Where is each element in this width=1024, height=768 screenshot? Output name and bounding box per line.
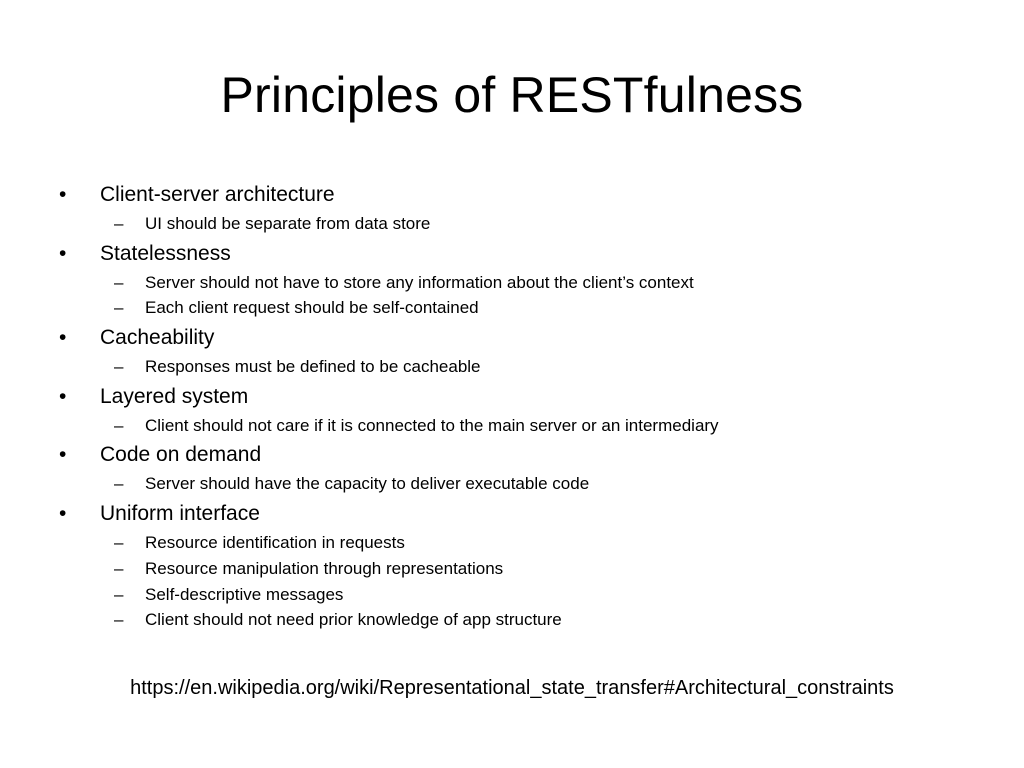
sub-bullet-marker: – [114, 474, 124, 494]
sub-bullet-item [56, 295, 986, 321]
bullet-text: Statelessness [100, 241, 231, 265]
sub-bullet-text: Each client request should be self-contained [145, 298, 479, 318]
bullet-text: Layered system [100, 384, 249, 408]
sub-bullet-text: Server should not have to store any information about the client’s context [145, 272, 694, 292]
sub-bullet-marker: – [114, 415, 124, 435]
bullet-text: Client-server architecture [100, 183, 335, 206]
sub-bullet-marker: – [114, 272, 124, 292]
bullet-item [56, 178, 986, 211]
sub-bullet-text: Self-descriptive messages [145, 584, 344, 604]
sub-bullet-marker: – [114, 558, 124, 578]
sub-bullet-text: Client should not care if it is connected to the main server or an intermediary [145, 415, 719, 435]
sub-bullet-marker: – [114, 357, 124, 377]
slide-title: Principles of RESTfulness [220, 67, 804, 123]
sub-bullet-text: Responses must be defined to be cacheable [145, 357, 481, 377]
bullet-marker: • [59, 241, 67, 265]
bullet-text: Cacheability [100, 326, 215, 350]
sub-bullet-item [56, 607, 986, 633]
bullet-text: Uniform interface [100, 502, 260, 526]
sub-bullet-marker: – [114, 298, 124, 318]
bullet-marker: • [59, 326, 67, 350]
sub-bullet-text: UI should be separate from data store [145, 214, 431, 233]
bullet-text: Code on demand [100, 443, 262, 467]
sub-bullet-text: Resource identification in requests [145, 533, 405, 553]
sub-bullet-marker: – [114, 533, 124, 553]
sub-bullet-item [56, 413, 986, 439]
bullet-marker: • [59, 183, 67, 206]
bullet-marker: • [59, 384, 67, 408]
sub-bullet-text: Resource manipulation through representations [145, 558, 504, 578]
sub-bullet-text: Server should have the capacity to deliver executable code [145, 474, 590, 494]
sub-bullet-marker: – [114, 610, 124, 630]
sub-bullet-item [56, 270, 986, 296]
sub-bullet-marker: – [114, 584, 124, 604]
bullet-item [56, 380, 986, 413]
sub-bullet-item [56, 471, 986, 497]
sub-bullet-marker: – [114, 214, 124, 233]
footer-link[interactable]: https://en.wikipedia.org/wiki/Representational_state_transfer#Architectural_constraints [130, 677, 894, 699]
sub-bullet-item [56, 582, 986, 608]
bullet-list [56, 178, 986, 633]
bullet-item [56, 237, 986, 270]
sub-bullet-item [56, 354, 986, 380]
bullet-marker: • [59, 502, 67, 526]
bullet-item [56, 497, 986, 530]
sub-bullet-text: Client should not need prior knowledge of app structure [145, 610, 562, 630]
sub-bullet-item [56, 211, 986, 237]
sub-bullet-item [56, 556, 986, 582]
bullet-item [56, 438, 986, 471]
bullet-item [56, 321, 986, 354]
bullet-marker: • [59, 443, 67, 467]
sub-bullet-item [56, 530, 986, 556]
